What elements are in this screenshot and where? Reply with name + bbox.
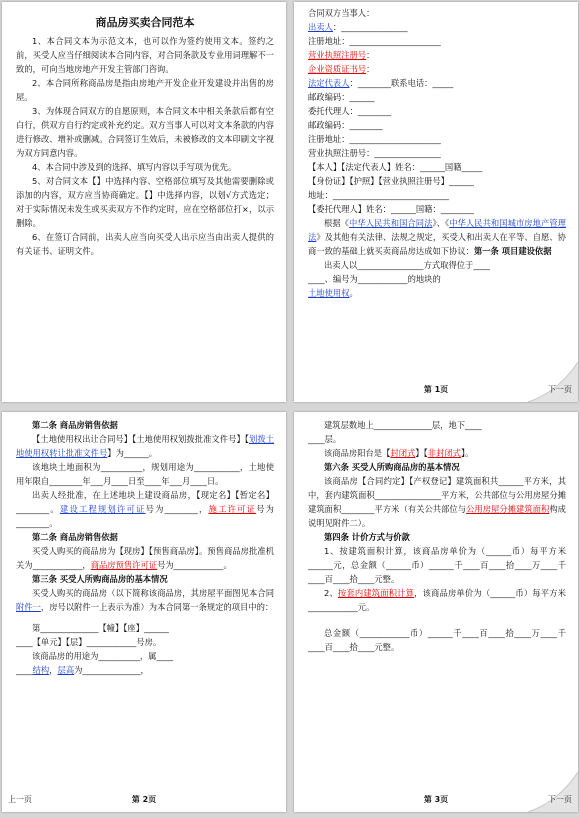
previous-page-button[interactable]: 上一页 [8, 795, 32, 804]
text-segment: 该商品房【合同约定】【产权登记】建筑面积共______平方米，其中，套内建筑面积________________平方米，公共部位与公用房屋分摊建筑面积________平方米（有关公共部位与 [308, 476, 566, 514]
legal-rep-blank: ：________联系电话：_____ [349, 78, 454, 88]
total-amount-text: 总金额（____________币）______千____百____拾____万____千____百____拾____元整。 [308, 628, 566, 652]
buyer-id: 【身份证】【护照】【营业执照注册号】______ [308, 176, 474, 186]
article-2-text [16, 432, 274, 460]
text-segment: ， [49, 665, 58, 675]
text-segment: ，房号以附件一上表示为准）为本合同第一条规定的项目中的： [40, 602, 274, 612]
structure-link[interactable]: 结构 [32, 665, 50, 675]
article-4-heading: 第四条 计价方式与价款 [324, 532, 410, 542]
buyer-agent: 【委托代理人】姓名：______国籍：________ [308, 204, 474, 214]
presale-permit-link[interactable]: 商品房预售许可证 [90, 560, 158, 570]
registered-address: 注册地址：______________________ [308, 36, 441, 46]
text-segment: 买受人购买的商品房为【现房】【预售商品房】。预售商品房批准机关为____________， [16, 546, 274, 570]
note-paragraph: 3、为体现合同双方的自愿原则，本合同文本中相关条款后都有空白行，供双方自行约定或补充约定。双方当事人可以对文本条款的内容进行修改、增补或删减。合同签订生效后，未被修改的文本印刷文字视为双方同意内容。 [16, 106, 274, 158]
buyer-address: 地址：____________________________ [308, 190, 450, 200]
qualification-cert-link[interactable]: 企业资质证书号 [308, 64, 367, 74]
page-number: 第 3页 [423, 795, 449, 804]
text-segment: 号为________。 [16, 504, 274, 528]
land-area-text: 该地块土地面积为__________，规划用途为___________，土地使用年限自________年___月____日至____年___月____日。 [16, 462, 274, 486]
agent: 委托代理人：________ [308, 106, 391, 116]
registered-address: 注册地址：______________________ [308, 134, 441, 144]
unit-number-line: ____【单元】【层】____________号房。 [16, 637, 162, 647]
usage-line: 该商品房的用途为__________，属____ [32, 651, 174, 661]
next-page-button[interactable]: 下一页 [548, 385, 572, 394]
page-1 [2, 2, 286, 402]
real-estate-law-link[interactable]: 中华人民共和国城市房地产管理法 [308, 218, 566, 242]
article-2-heading: 第二条 商品房销售依据 [32, 420, 118, 430]
business-license-blank: ： [366, 50, 375, 60]
text-segment: 为______________， [74, 665, 149, 675]
seller-link[interactable]: 出卖人 [308, 22, 333, 32]
text-segment: 根据《 [324, 218, 350, 228]
license-number: 营业执照注册号：________________ [308, 148, 441, 158]
note-paragraph: 2、本合同所称商品房是指由房地产开发企业开发建设并出售的房屋。 [16, 78, 274, 102]
building-number-line: 第______________【幢】【座】______ [32, 623, 169, 633]
contract-title: 商品房买卖合同范本 [95, 16, 195, 29]
postal-code: 邮政编码：________ [308, 120, 383, 130]
text-segment: ，该商品房单价为（______币）每平方米____________元。 [308, 588, 566, 612]
text-segment: ____ [16, 665, 33, 675]
business-license-link[interactable]: 营业执照注册号 [308, 50, 367, 60]
text-segment: 】为______。 [107, 448, 158, 458]
text-segment: 】。 [460, 448, 474, 458]
page-number: 第 1页 [423, 385, 449, 394]
text-segment: 出卖人经批准，在上述地块上建设商品房，【现定名】【暂定名】________。 [16, 490, 274, 514]
text-segment: 买受人购买的商品房（以下简称该商品房，其房屋平面图见本合同 [32, 588, 274, 598]
contract-law-link[interactable]: 中华人民共和国合同法 [349, 218, 433, 228]
page-number: 第 2页 [131, 795, 157, 804]
parcel-number-line: ____、编号为____________的地块的 [308, 274, 441, 284]
price-by-area-text: 1、按建筑面积计算，该商品房单价为（______币）每平方米______元，总金额（______币）______千____百____拾____万____千____百____拾____元整。 [308, 546, 566, 584]
construction-text [16, 488, 274, 530]
article-6-heading: 第六条 买受人所购商品房的基本情况 [324, 462, 460, 472]
text-segment: 号为________， [145, 504, 209, 514]
text-segment: 2、 [324, 588, 338, 598]
note-paragraph: 6、在签订合同前，出卖人应当向买受人出示应当由出卖人提供的有关证书、证明文件。 [16, 232, 274, 256]
shared-area-link[interactable]: 公用房屋分摊建筑面积 [466, 504, 550, 514]
page-2 [294, 2, 578, 402]
property-description [16, 586, 274, 614]
allocation-approval-link[interactable]: 划拨土地使用权转让批准文件号 [16, 434, 274, 458]
postal-code: 邮政编码：______ [308, 92, 375, 102]
text-segment: 】【 [415, 448, 428, 458]
text-segment: 。 [349, 288, 358, 298]
seller-blank: ：________________ [332, 22, 408, 32]
floors-line: 建筑层数地上______________层，地下____ [324, 420, 482, 430]
text-segment: 号为____________。 [157, 560, 232, 570]
parties-heading: 合同双方当事人： [308, 8, 375, 18]
page-footer [294, 794, 578, 808]
area-text [308, 474, 566, 530]
enclosed-option-link[interactable]: 封闭式 [390, 448, 416, 458]
article-1-heading: 第一条 项目建设依据 [473, 246, 552, 256]
qualification-cert-blank: ： [366, 64, 375, 74]
next-page-button[interactable]: 下一页 [548, 795, 572, 804]
land-acquisition-line: 出卖人以________________方式取得位于____ [324, 260, 490, 270]
inner-area-link[interactable]: 按套内建筑面积计算 [337, 588, 415, 598]
floors-line: ____层。 [308, 434, 342, 444]
planning-permit-link[interactable]: 建设工程规划许可证 [59, 504, 146, 514]
text-segment: 该商品房阳台是【 [324, 448, 391, 458]
note-paragraph: 5、对合同文本【】中选择内容、空格部位填写及其他需要删除或添加的内容，双方应当协商确定。【】中选择内容，以划√方式选定；对于实际情况未发生或买卖双方不作约定时，应在空格部位打×，以示删除。 [16, 176, 274, 228]
text-segment: 【土地使用权出让合同号】【土地使用权划拨批准文件号】【 [32, 434, 249, 444]
text-segment: 构成说明见附件二）。 [308, 504, 566, 528]
price-by-unit-text [308, 586, 566, 614]
open-option-link[interactable]: 非封闭式 [427, 448, 461, 458]
article-2b-heading: 第二条 商品房销售依据 [32, 532, 118, 542]
floor-height-link[interactable]: 层高 [57, 665, 75, 675]
legal-rep-link[interactable]: 法定代表人 [308, 78, 350, 88]
page-3 [2, 412, 286, 812]
note-paragraph: 1、本合同文本为示范文本，也可以作为签约使用文本。签约之前，买受人应当仔细阅读本合同内容，对合同条款及专业用词理解不一致的，可向当地房地产开发主管部门咨询。 [16, 36, 274, 74]
presale-text [16, 544, 274, 572]
page-4 [294, 412, 578, 812]
article-3-heading: 第三条 买受人所购商品房的基本情况 [32, 574, 168, 584]
note-paragraph: 4、本合同中涉及到的选择、填写内容以手写项为优先。 [32, 162, 237, 172]
buyer-name: 【本人】【法定代表人】姓名：______国籍_____ [308, 162, 483, 172]
text-segment: 》、《 [432, 218, 450, 228]
attachment-one-link[interactable]: 附件一 [16, 602, 41, 612]
page-footer [294, 384, 578, 398]
construction-permit-link[interactable]: 施工许可证 [208, 504, 257, 514]
page-footer [2, 794, 286, 808]
land-use-right-link[interactable]: 土地使用权 [308, 288, 350, 298]
legal-basis-paragraph [308, 216, 566, 258]
balcony-line [308, 446, 566, 460]
text-segment: 》及其他有关法律、法规之规定，买受人和出卖人在平等、自愿、协商一致的基础上就买卖商品房达成如下协议： [308, 232, 566, 256]
